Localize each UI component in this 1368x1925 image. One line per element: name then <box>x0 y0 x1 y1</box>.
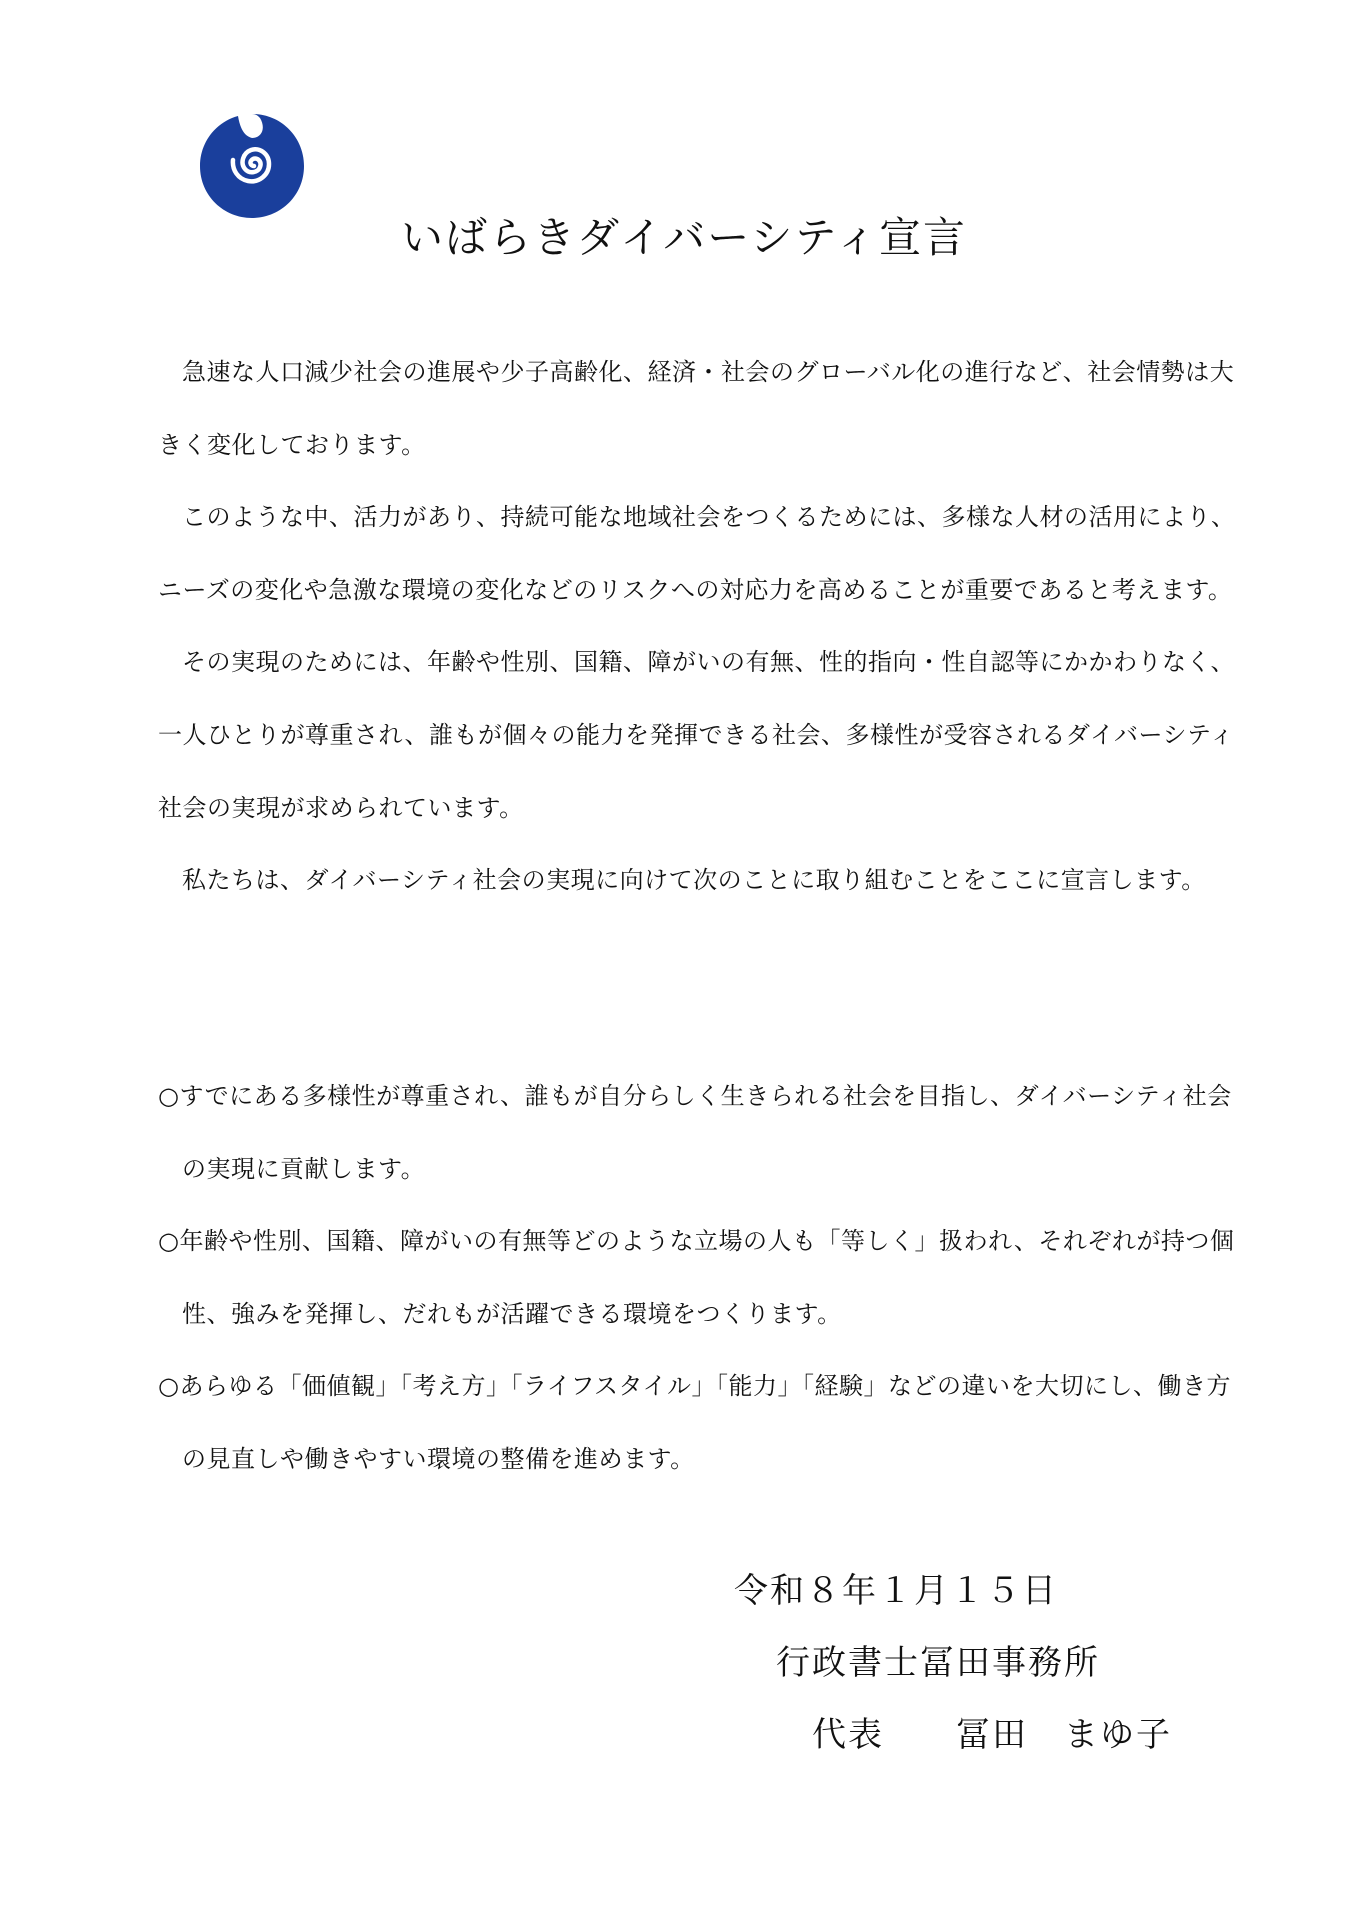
commitment-item: ○あらゆる「価値観」「考え方」「ライフスタイル」「能力」「経験」などの違いを大切にし、働き方の見直しや働きやすい環境の整備を進めます。 <box>158 1372 1232 1473</box>
signature-office: 行政書士冨田事務所 <box>776 1643 1100 1683</box>
ibaraki-emblem-icon <box>198 108 306 220</box>
paragraph-declaration: 私たちは、ダイバーシティ社会の実現に向けて次のことに取り組むことをここに宣言します。 <box>182 866 1206 895</box>
paragraph-diverse-talent: このような中、活力があり、持続可能な地域社会をつくるためには、多様な人材の活用により、ニーズの変化や急激な環境の変化などのリスクへの対応力を高めることが重要であると考えます。 <box>158 503 1236 604</box>
paragraph-social-change: 急速な人口減少社会の進展や少子高齢化、経済・社会のグローバル化の進行など、社会情勢は大きく変化しております。 <box>158 358 1235 459</box>
commitment-item: ○年齢や性別、国籍、障がいの有無等どのような立場の人も「等しく」扱われ、それぞれが持つ個性、強みを発揮し、だれもが活躍できる環境をつくります。 <box>158 1227 1235 1328</box>
signature-representative: 代表 冨田 まゆ子 <box>812 1715 1172 1755</box>
signature-date: 令和８年１月１５日 <box>734 1571 1058 1611</box>
commitment-item: ○すでにある多様性が尊重され、誰もが自分らしく生きられる社会を目指し、ダイバーシティ社会の実現に貢献します。 <box>158 1082 1232 1183</box>
commitment-list <box>158 1060 1238 1496</box>
paragraph-respect-individuals: その実現のためには、年齢や性別、国籍、障がいの有無、性的指向・性自認等にかかわりなく、一人ひとりが尊重され、誰もが個々の能力を発揮できる社会、多様性が受容されるダイバーシティ社会の実現が求められています。 <box>158 648 1236 822</box>
document-title: いばらきダイバーシティ宣言 <box>400 213 968 262</box>
declaration-body <box>158 336 1238 917</box>
